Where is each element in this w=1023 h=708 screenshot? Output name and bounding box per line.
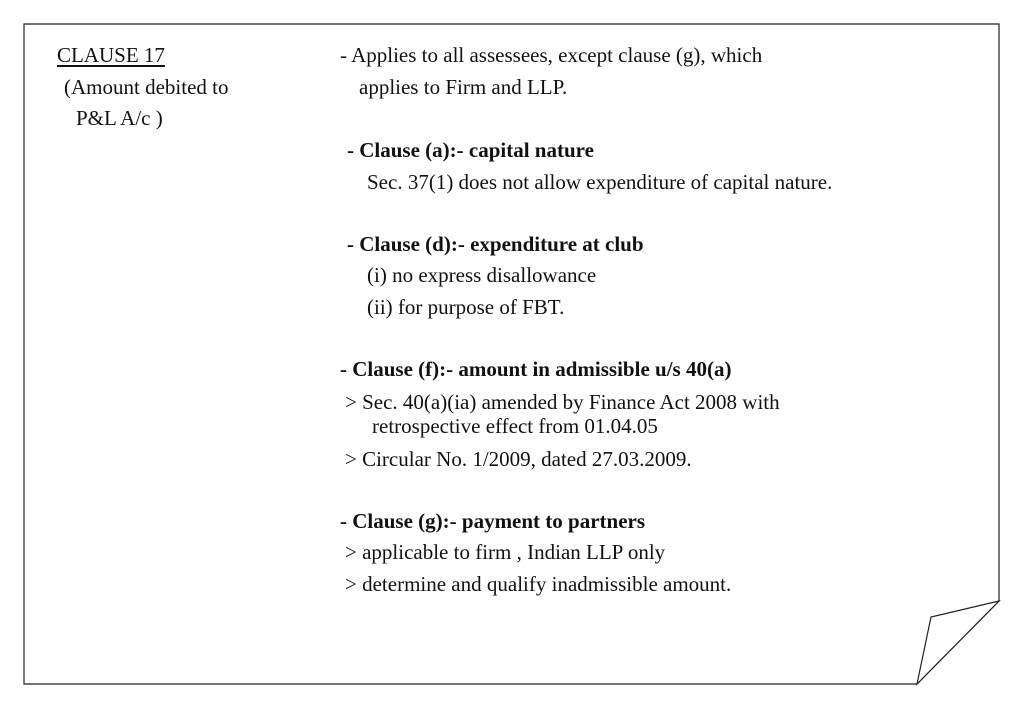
clause-a-detail: Sec. 37(1) does not allow expenditure of capital nature. [367, 170, 833, 194]
clause-d-item: (i) no express disallowance [367, 263, 597, 287]
clause-subheading-line2: P&L A/c ) [76, 106, 163, 130]
intro-line1: - Applies to all assessees, except clause (g), which [340, 43, 763, 67]
clause-d-heading: - Clause (d):- expenditure at club [347, 232, 644, 256]
clause-heading: CLAUSE 17 [57, 43, 165, 67]
clause-g-item: > applicable to firm , Indian LLP only [345, 540, 666, 564]
clause-g-item: > determine and qualify inadmissible amount. [345, 572, 732, 596]
clause-f-item1-line2: retrospective effect from 01.04.05 [372, 414, 658, 438]
clause-g-heading: - Clause (g):- payment to partners [340, 509, 646, 533]
clause-subheading-line1: (Amount debited to [64, 75, 229, 99]
intro-line2: applies to Firm and LLP. [359, 75, 568, 99]
clause-f-item1-line1: > Sec. 40(a)(ia) amended by Finance Act 2008 with [345, 390, 780, 414]
clause-a-heading: - Clause (a):- capital nature [347, 138, 594, 162]
clause-f-item2: > Circular No. 1/2009, dated 27.03.2009. [345, 447, 692, 471]
clause-f-heading: - Clause (f):- amount in admissible u/s 40(a) [340, 357, 732, 381]
clause-d-item: (ii) for purpose of FBT. [367, 295, 565, 319]
